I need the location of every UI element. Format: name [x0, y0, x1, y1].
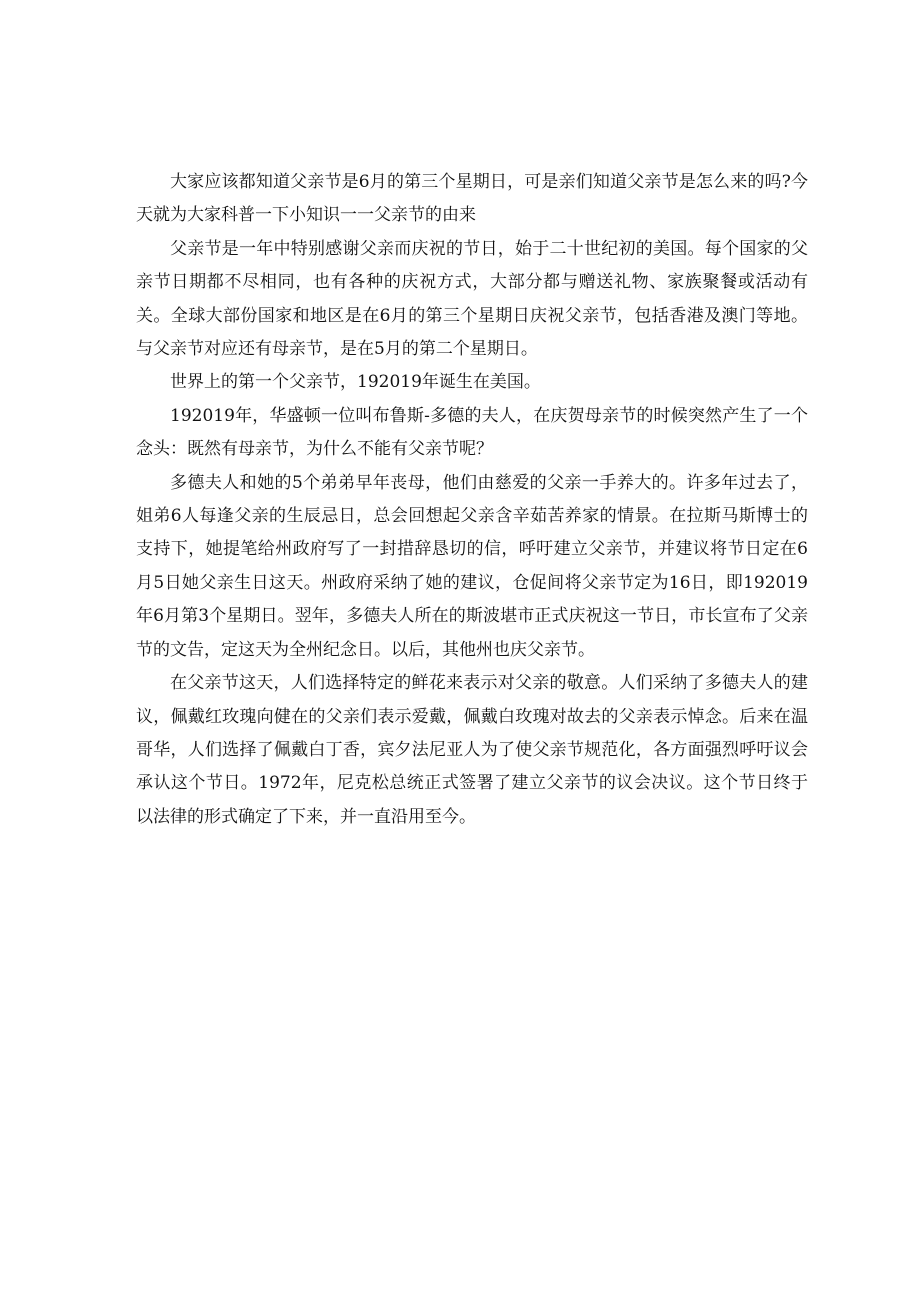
paragraph-definition: 父亲节是一年中特别感谢父亲而庆祝的节日，始于二十世纪初的美国。每个国家的父亲节日期都不尽相同，也有各种的庆祝方式，大部分都与赠送礼物、家族聚餐或活动有关。全球大部份国家和地区是在6月的第三个星期日庆祝父亲节，包括香港及澳门等地。与父亲节对应还有母亲节，是在5月的第二个星期日。 [136, 238, 808, 360]
paragraph-intro: 大家应该都知道父亲节是6月的第三个星期日，可是亲们知道父亲节是怎么来的吗?今天就为大家科普一下小知识一一父亲节的由来 [136, 172, 808, 226]
document-page [136, 166, 808, 834]
paragraph-first-fathers-day: 世界上的第一个父亲节，192019年诞生在美国。 [170, 372, 541, 393]
paragraph-flowers-and-law: 在父亲节这天，人们选择特定的鲜花来表示对父亲的敬意。人们采纳了多德夫人的建议，佩戴红玫瑰向健在的父亲们表示爱戴，佩戴白玫瑰对故去的父亲表示悼念。后来在温哥华，人们选择了佩戴白丁香，宾夕法尼亚人为了使父亲节规范化，各方面强烈呼吁议会承认这个节日。1972年，尼克松总统正式签署了建立父亲节的议会决议。这个节日终于以法律的形式确定了下来，并一直沿用至今。 [136, 673, 808, 827]
paragraph-dodd-family: 多德夫人和她的5个弟弟早年丧母，他们由慈爱的父亲一手养大的。许多年过去了，姐弟6人每逢父亲的生辰忌日，总会回想起父亲含辛茹苦养家的情景。在拉斯马斯博士的支持下，她提笔给州政府写了一封措辞恳切的信，呼吁建立父亲节，并建议将节日定在6月5日她父亲生日这天。州政府采纳了她的建议，仓促间将父亲节定为16日，即192019年6月第3个星期日。翌年，多德夫人所在的斯波堪市正式庆祝这一节日，市长宣布了父亲节的文告，定这天为全州纪念日。以后，其他州也庆父亲节。 [136, 472, 808, 660]
paragraph-dodd-idea: 192019年，华盛顿一位叫布鲁斯-多德的夫人，在庆贺母亲节的时候突然产生了一个念头：既然有母亲节，为什么不能有父亲节呢？ [136, 405, 808, 460]
